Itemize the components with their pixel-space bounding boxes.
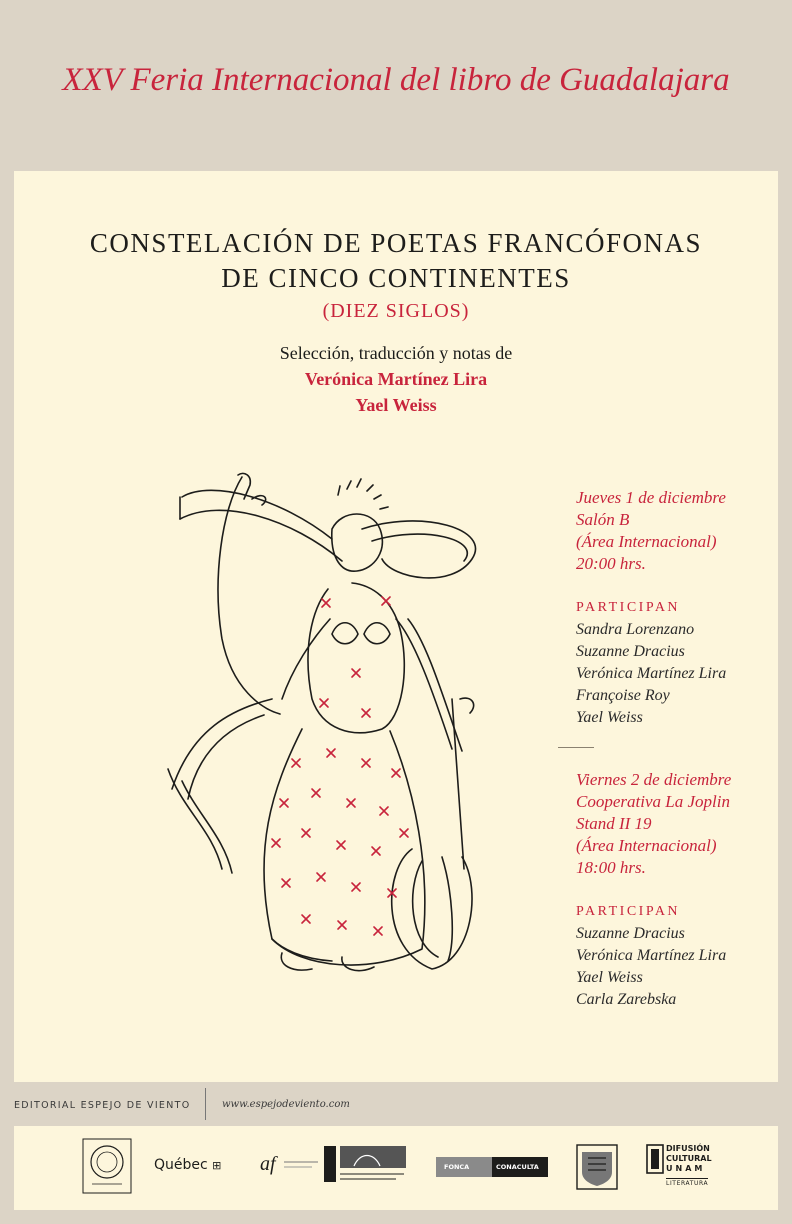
event-time: 18:00 hrs.	[576, 858, 646, 877]
participants-label: PARTICIPAN	[576, 600, 681, 615]
event-time: 20:00 hrs.	[576, 554, 646, 573]
poster-panel	[14, 171, 778, 1082]
muse-illustration	[152, 469, 482, 989]
event-area: (Área Internacional)	[576, 836, 717, 855]
participant: Verónica Martínez Lira	[576, 947, 727, 964]
participants-label: PARTICIPAN	[576, 904, 681, 919]
event-date: Viernes 2 de diciembre	[576, 770, 732, 789]
participant: Yael Weiss	[576, 709, 643, 726]
footer-separator	[205, 1088, 206, 1120]
conaculta-label: CONACULTA	[492, 1157, 548, 1177]
publisher-name: EDITORIAL ESPEJO DE VIENTO	[14, 1100, 191, 1111]
event-stand: Stand II 19	[576, 814, 652, 833]
difusion-cultural-icon	[646, 1144, 664, 1174]
fair-title: XXV Feria Internacional del libro de Guadalajara	[62, 62, 730, 98]
participant: Sandra Lorenzano	[576, 621, 695, 638]
participant: Suzanne Dracius	[576, 925, 685, 942]
event-divider	[558, 747, 594, 748]
book-subtitle: (DIEZ SIGLOS)	[322, 300, 470, 322]
sponsor-logos	[14, 1126, 778, 1210]
quebec-logo: Québec ⊞	[154, 1157, 222, 1173]
event-date: Jueves 1 de diciembre	[576, 488, 726, 507]
book-title-line-2: DE CINCO CONTINENTES	[221, 263, 571, 293]
footer-bar	[0, 1082, 792, 1126]
alliance-francaise-logo	[260, 1150, 320, 1180]
website-link[interactable]: www.espejodeviento.com	[222, 1099, 350, 1110]
event-venue: Cooperativa La Joplin	[576, 792, 730, 811]
event-area: (Área Internacional)	[576, 532, 717, 551]
event-venue: Salón B	[576, 510, 630, 529]
credit-line: Selección, traducción y notas de	[279, 343, 513, 363]
event-thursday	[576, 487, 726, 729]
embassy-france-logo	[324, 1144, 408, 1184]
book-title-line-1: CONSTELACIÓN DE POETAS FRANCÓFONAS	[89, 228, 703, 258]
participant: Yael Weiss	[576, 969, 643, 986]
fleur-de-lis-icon: ⊞	[212, 1159, 222, 1172]
participant: Verónica Martínez Lira	[576, 665, 727, 682]
participant: Françoise Roy	[576, 687, 670, 704]
svg-text:af: af	[260, 1153, 276, 1175]
literatura-label: LITERATURA	[666, 1180, 709, 1187]
difusion-cultural-logo: DIFUSIÓN CULTURAL UNAM	[666, 1144, 712, 1173]
espejo-seal-logo	[82, 1138, 132, 1194]
fonca-conaculta-logo	[436, 1157, 548, 1177]
editor-name: Verónica Martínez Lira	[304, 369, 488, 389]
event-friday	[576, 769, 731, 1011]
unam-shield-logo	[576, 1144, 618, 1190]
participant: Carla Zarebska	[576, 991, 677, 1008]
participant: Suzanne Dracius	[576, 643, 685, 660]
fonca-label: FONCA	[436, 1157, 492, 1177]
editor-name: Yael Weiss	[355, 395, 437, 415]
